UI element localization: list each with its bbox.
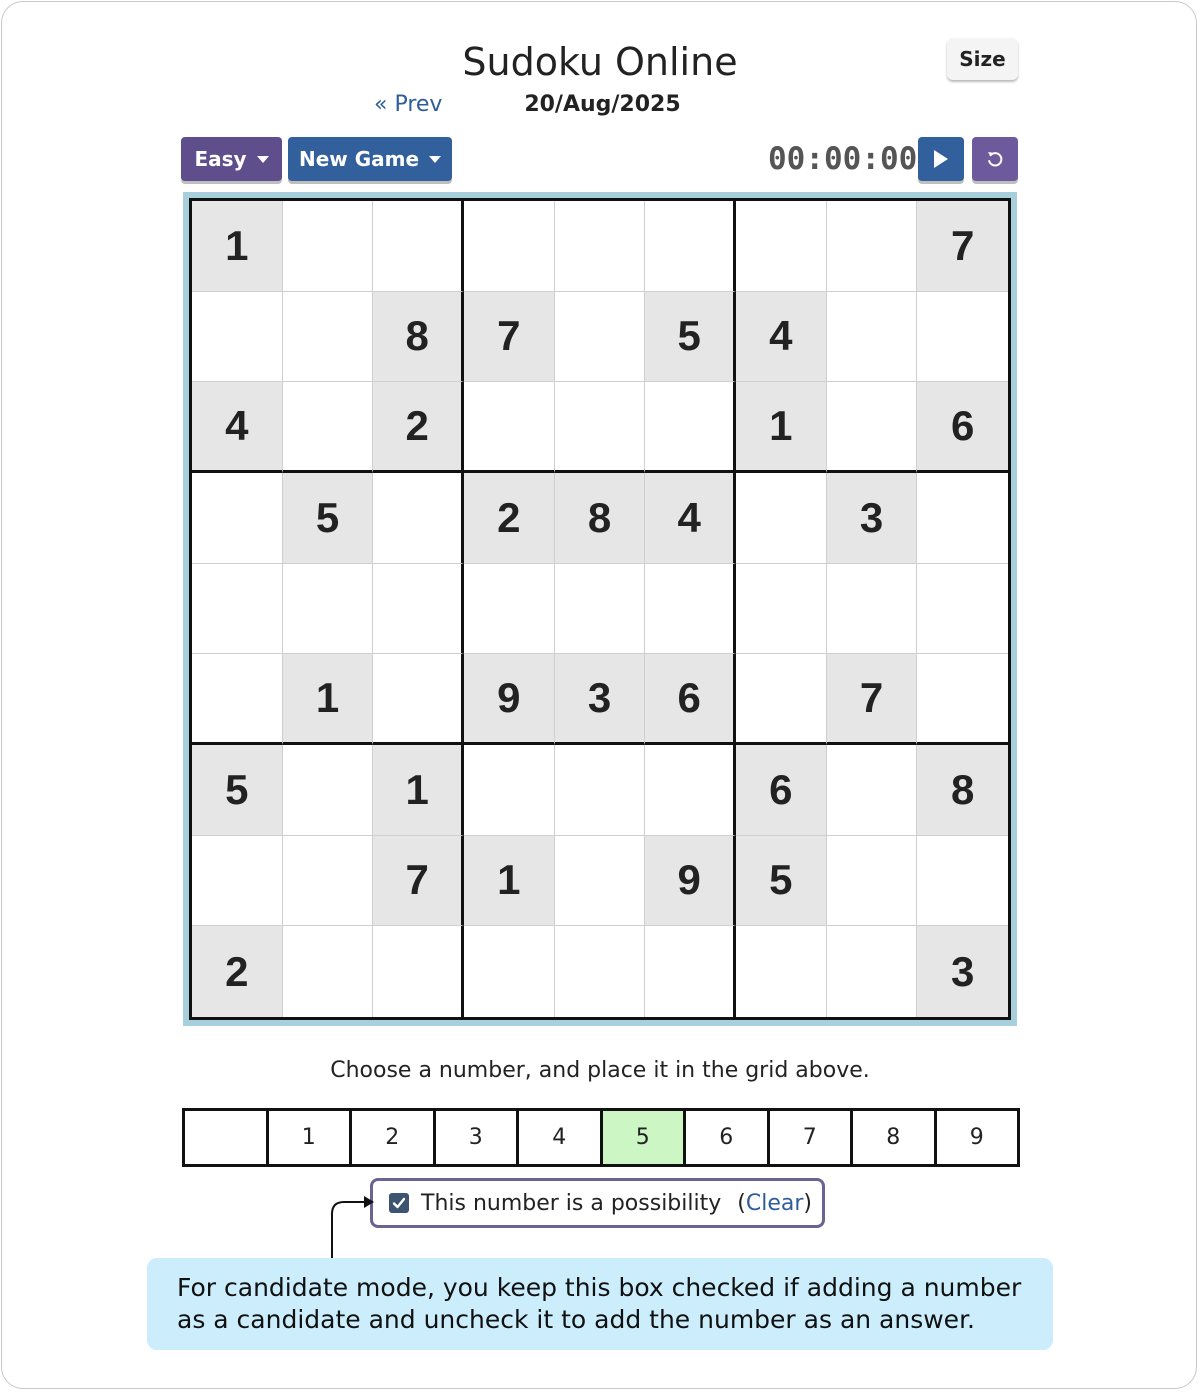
grid-cell[interactable]: 3 (917, 926, 1008, 1017)
callout-arrow-icon (320, 1190, 380, 1260)
grid-cell[interactable] (736, 201, 827, 292)
grid-cell[interactable] (464, 564, 555, 655)
instructions-text: Choose a number, and place it in the grid above. (330, 1058, 870, 1083)
grid-cell[interactable] (555, 201, 646, 292)
grid-cell[interactable] (373, 654, 464, 745)
possibility-control (370, 1178, 825, 1228)
grid-cell[interactable] (555, 382, 646, 473)
grid-cell[interactable] (555, 745, 646, 836)
difficulty-dropdown[interactable] (181, 137, 282, 181)
grid-cell[interactable] (283, 745, 374, 836)
grid-cell[interactable]: 6 (645, 654, 736, 745)
grid-cell[interactable] (645, 382, 736, 473)
grid-cell[interactable] (283, 564, 374, 655)
grid-cell[interactable] (645, 926, 736, 1017)
grid-cell[interactable] (283, 926, 374, 1017)
grid-cell[interactable] (827, 926, 918, 1017)
grid-cell[interactable]: 8 (917, 745, 1008, 836)
grid-cell[interactable] (736, 926, 827, 1017)
grid-cell[interactable] (192, 473, 283, 564)
grid-cell[interactable] (827, 201, 918, 292)
checkmark-icon (392, 1196, 406, 1210)
reset-button[interactable] (972, 137, 1018, 181)
callout-line-2: as a candidate and uncheck it to add the number as an answer. (177, 1305, 975, 1334)
grid-cell[interactable] (192, 836, 283, 927)
grid-cell[interactable] (917, 473, 1008, 564)
clear-open-paren: ( (737, 1190, 746, 1216)
grid-cell[interactable] (464, 926, 555, 1017)
grid-cell[interactable]: 9 (645, 836, 736, 927)
grid-cell[interactable] (464, 201, 555, 292)
grid-cell[interactable] (736, 564, 827, 655)
grid-cell[interactable] (827, 564, 918, 655)
grid-cell[interactable] (373, 926, 464, 1017)
grid-cell[interactable]: 7 (464, 292, 555, 383)
page-title: Sudoku Online (462, 40, 738, 84)
play-icon (932, 149, 950, 169)
grid-cell[interactable]: 5 (283, 473, 374, 564)
clear-group (737, 1191, 812, 1216)
grid-cell[interactable] (645, 564, 736, 655)
number-option-2[interactable]: 2 (352, 1111, 436, 1164)
sudoku-board (183, 192, 1017, 1026)
play-button[interactable] (918, 137, 964, 181)
grid-cell[interactable]: 2 (192, 926, 283, 1017)
grid-cell[interactable] (373, 473, 464, 564)
grid-cell[interactable] (736, 473, 827, 564)
grid-cell[interactable] (192, 292, 283, 383)
grid-cell[interactable]: 5 (192, 745, 283, 836)
sudoku-grid (189, 198, 1011, 1020)
number-picker (182, 1108, 1020, 1167)
difficulty-label: Easy (194, 147, 247, 171)
grid-cell[interactable] (827, 745, 918, 836)
grid-cell[interactable]: 2 (373, 382, 464, 473)
grid-cell[interactable] (827, 836, 918, 927)
grid-cell[interactable] (827, 292, 918, 383)
number-option-5[interactable]: 5 (603, 1111, 687, 1164)
grid-cell[interactable] (283, 836, 374, 927)
grid-cell[interactable]: 4 (192, 382, 283, 473)
grid-cell[interactable]: 1 (283, 654, 374, 745)
grid-cell[interactable] (373, 201, 464, 292)
grid-cell[interactable]: 1 (736, 382, 827, 473)
size-button[interactable]: Size (947, 38, 1018, 80)
grid-cell[interactable] (555, 564, 646, 655)
grid-cell[interactable]: 5 (645, 292, 736, 383)
grid-cell[interactable] (192, 654, 283, 745)
grid-cell[interactable] (645, 201, 736, 292)
possibility-checkbox[interactable] (389, 1193, 409, 1213)
caret-down-icon (429, 156, 441, 163)
grid-cell[interactable]: 6 (917, 382, 1008, 473)
grid-cell[interactable] (373, 564, 464, 655)
grid-cell[interactable]: 7 (917, 201, 1008, 292)
number-option-7[interactable]: 7 (770, 1111, 854, 1164)
grid-cell[interactable] (283, 201, 374, 292)
grid-cell[interactable] (917, 292, 1008, 383)
callout-note (147, 1258, 1053, 1350)
grid-cell[interactable] (555, 836, 646, 927)
timer: 00:00:00 (768, 141, 918, 177)
grid-cell[interactable] (464, 382, 555, 473)
grid-cell[interactable] (736, 654, 827, 745)
grid-cell[interactable]: 6 (736, 745, 827, 836)
puzzle-date: 20/Aug/2025 (524, 92, 681, 117)
number-option-4[interactable]: 4 (519, 1111, 603, 1164)
callout-line-1: For candidate mode, you keep this box checked if adding a number (177, 1273, 1022, 1302)
grid-cell[interactable] (555, 292, 646, 383)
grid-cell[interactable]: 4 (736, 292, 827, 383)
number-option-1[interactable]: 1 (269, 1111, 353, 1164)
number-option-9[interactable]: 9 (969, 1125, 984, 1150)
grid-cell[interactable]: 8 (555, 473, 646, 564)
grid-cell[interactable] (917, 836, 1008, 927)
grid-cell[interactable]: 8 (373, 292, 464, 383)
grid-cell[interactable]: 9 (464, 654, 555, 745)
grid-cell[interactable] (917, 654, 1008, 745)
number-option-6[interactable]: 6 (686, 1111, 770, 1164)
grid-cell[interactable]: 7 (827, 654, 918, 745)
new-game-label: New Game (298, 147, 420, 171)
new-game-dropdown[interactable] (288, 137, 452, 181)
grid-cell[interactable] (827, 382, 918, 473)
grid-cell[interactable] (283, 292, 374, 383)
grid-cell[interactable] (283, 382, 374, 473)
grid-cell[interactable] (192, 564, 283, 655)
number-option-3[interactable]: 3 (436, 1111, 520, 1164)
grid-cell[interactable] (917, 564, 1008, 655)
grid-cell[interactable]: 2 (464, 473, 555, 564)
grid-cell[interactable]: 1 (373, 745, 464, 836)
grid-cell[interactable]: 5 (736, 836, 827, 927)
grid-cell[interactable]: 7 (373, 836, 464, 927)
grid-cell[interactable] (645, 745, 736, 836)
grid-cell[interactable] (555, 926, 646, 1017)
reset-icon (985, 149, 1005, 169)
caret-down-icon (257, 156, 269, 163)
grid-cell[interactable]: 3 (827, 473, 918, 564)
grid-cell[interactable]: 3 (555, 654, 646, 745)
number-option-blank[interactable] (185, 1111, 269, 1164)
possibility-label: This number is a possibility (421, 1190, 722, 1216)
grid-cell[interactable]: 1 (192, 201, 283, 292)
grid-cell[interactable] (464, 745, 555, 836)
number-option-8[interactable]: 8 (853, 1111, 937, 1164)
grid-cell[interactable]: 1 (464, 836, 555, 927)
prev-link[interactable]: « Prev (374, 92, 443, 117)
clear-close-paren: ) (803, 1190, 812, 1216)
grid-cell[interactable]: 4 (645, 473, 736, 564)
clear-link[interactable]: Clear (745, 1190, 804, 1216)
